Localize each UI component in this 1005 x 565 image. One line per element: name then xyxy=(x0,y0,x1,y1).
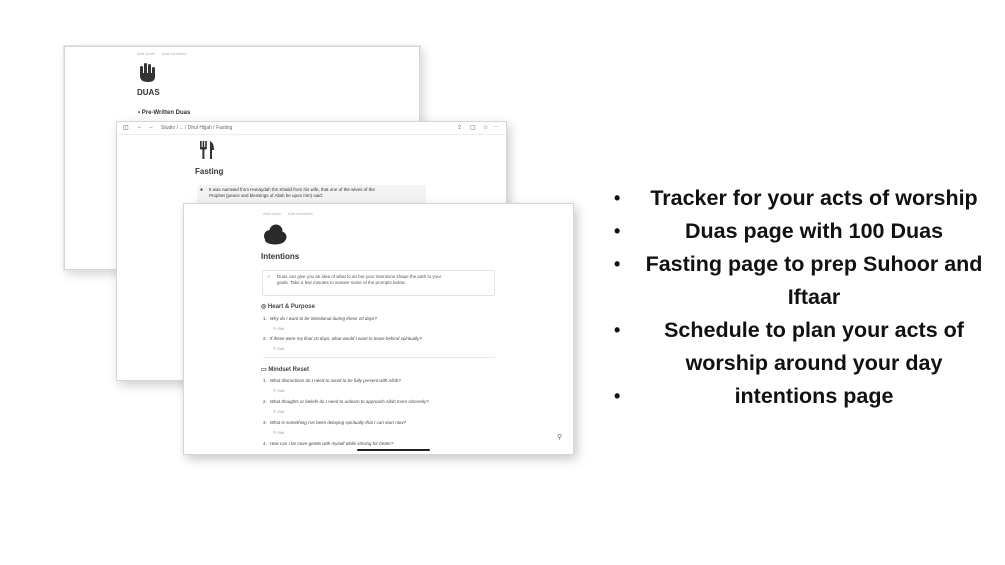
feature-item: • Tracker for your acts of worship xyxy=(610,182,1000,215)
raised-hand-icon xyxy=(137,61,157,88)
pencil-icon: ✎ xyxy=(273,346,277,351)
divider xyxy=(263,357,495,358)
page-title: Fasting xyxy=(195,167,224,176)
bullet-icon: • xyxy=(614,254,621,274)
section-heading: ◎ Heart & Purpose xyxy=(261,304,315,310)
pencil-icon: ✎ xyxy=(273,430,277,435)
edit-link[interactable]: ✎ Edit xyxy=(273,346,285,351)
page-title: Intentions xyxy=(261,252,300,261)
forward-arrow-icon[interactable]: → xyxy=(148,124,154,130)
question-item: 2. If these were my final 10 days, what would I want to leave behind spiritually? xyxy=(263,336,422,341)
cloud-icon xyxy=(262,224,288,251)
book-icon: ▭ xyxy=(261,367,267,373)
list-item[interactable]: • Pre-Written Duas xyxy=(138,110,191,116)
edit-link[interactable]: ✎ Edit xyxy=(273,388,285,393)
home-indicator xyxy=(357,449,430,451)
feature-item: • Schedule to plan your acts of worship around your day xyxy=(610,314,1000,380)
pencil-icon: ✎ xyxy=(273,388,277,393)
feature-list xyxy=(610,182,1000,413)
pin-icon[interactable]: ⚲ xyxy=(557,434,563,441)
quote-block: ● It was narrated from Hunaydah Ibn Khalid from his wife, that one of the wives of the Prophet (peace and blessings of Allah be upon him) said: xyxy=(197,185,426,205)
edit-link[interactable]: ✎ Edit xyxy=(273,326,285,331)
breadcrumb: Studio / ... / Dhul Hijjah / Fasting xyxy=(161,125,233,131)
brain-icon: ◎ xyxy=(261,304,267,310)
edit-link[interactable]: ✎ Edit xyxy=(273,430,285,435)
bullet-icon: • xyxy=(614,188,621,208)
question-item: 2. What thoughts or beliefs do I need to unlearn to approach Allah more sincerely? xyxy=(263,399,429,404)
feature-item: • Duas page with 100 Duas xyxy=(610,215,1000,248)
pencil-icon: ✎ xyxy=(273,409,277,414)
question-item: 1. What distractions do I need to avoid to be fully present with Allah? xyxy=(263,378,401,383)
speech-bubble-icon: ● xyxy=(200,187,204,193)
page-meta xyxy=(263,211,319,216)
info-circle-icon: ○ xyxy=(267,274,271,280)
breadcrumb-item[interactable]: Dhul Hijjah xyxy=(187,125,212,131)
question-item: 3. What is something I've been delaying spiritually that I can start now? xyxy=(263,420,406,425)
add-comment-button[interactable]: Add comment xyxy=(161,51,187,56)
question-item: 4. How can I be more gentle with myself while striving for better? xyxy=(263,441,394,446)
comment-icon[interactable]: ▢ xyxy=(470,125,476,131)
bullet-icon: • xyxy=(614,386,621,406)
page-meta xyxy=(137,51,193,56)
pencil-icon: ✎ xyxy=(273,326,277,331)
feature-item: • intentions page xyxy=(610,380,1000,413)
callout-block: ○ Duas can give you an idea of what to do but your intentions shape the path to your goals. Take a few minutes to answer some of the prompts below. xyxy=(262,270,495,296)
back-arrow-icon[interactable]: ← xyxy=(137,124,143,130)
section-heading: ▭ Mindset Reset xyxy=(261,367,310,373)
share-icon[interactable]: ⇪ xyxy=(457,125,463,131)
breadcrumb-item[interactable]: Fasting xyxy=(216,125,233,131)
bullet-icon: • xyxy=(614,320,621,340)
bullet-icon: • xyxy=(138,110,142,116)
add-cover-button[interactable]: Add cover xyxy=(137,51,156,56)
top-bar xyxy=(117,122,506,135)
sidebar-toggle-icon[interactable]: ◫ xyxy=(123,125,129,131)
breadcrumb-item[interactable]: ... xyxy=(179,125,184,131)
intentions-page-window xyxy=(183,203,574,455)
more-icon[interactable]: ··· xyxy=(493,124,499,130)
edit-link[interactable]: ✎ Edit xyxy=(273,409,285,414)
question-item: 1. Why do I want to be intentional during these 10 days? xyxy=(263,316,377,321)
breadcrumb-item[interactable]: Studio xyxy=(161,125,176,131)
add-cover-button[interactable]: Add cover xyxy=(263,211,282,216)
add-comment-button[interactable]: Add comment xyxy=(287,211,313,216)
fork-knife-icon xyxy=(199,140,215,165)
page-title: DUAS xyxy=(137,88,160,97)
bullet-icon: • xyxy=(614,221,621,241)
star-icon[interactable]: ☆ xyxy=(483,125,489,131)
feature-item: • Fasting page to prep Suhoor and Iftaar xyxy=(610,248,1000,314)
